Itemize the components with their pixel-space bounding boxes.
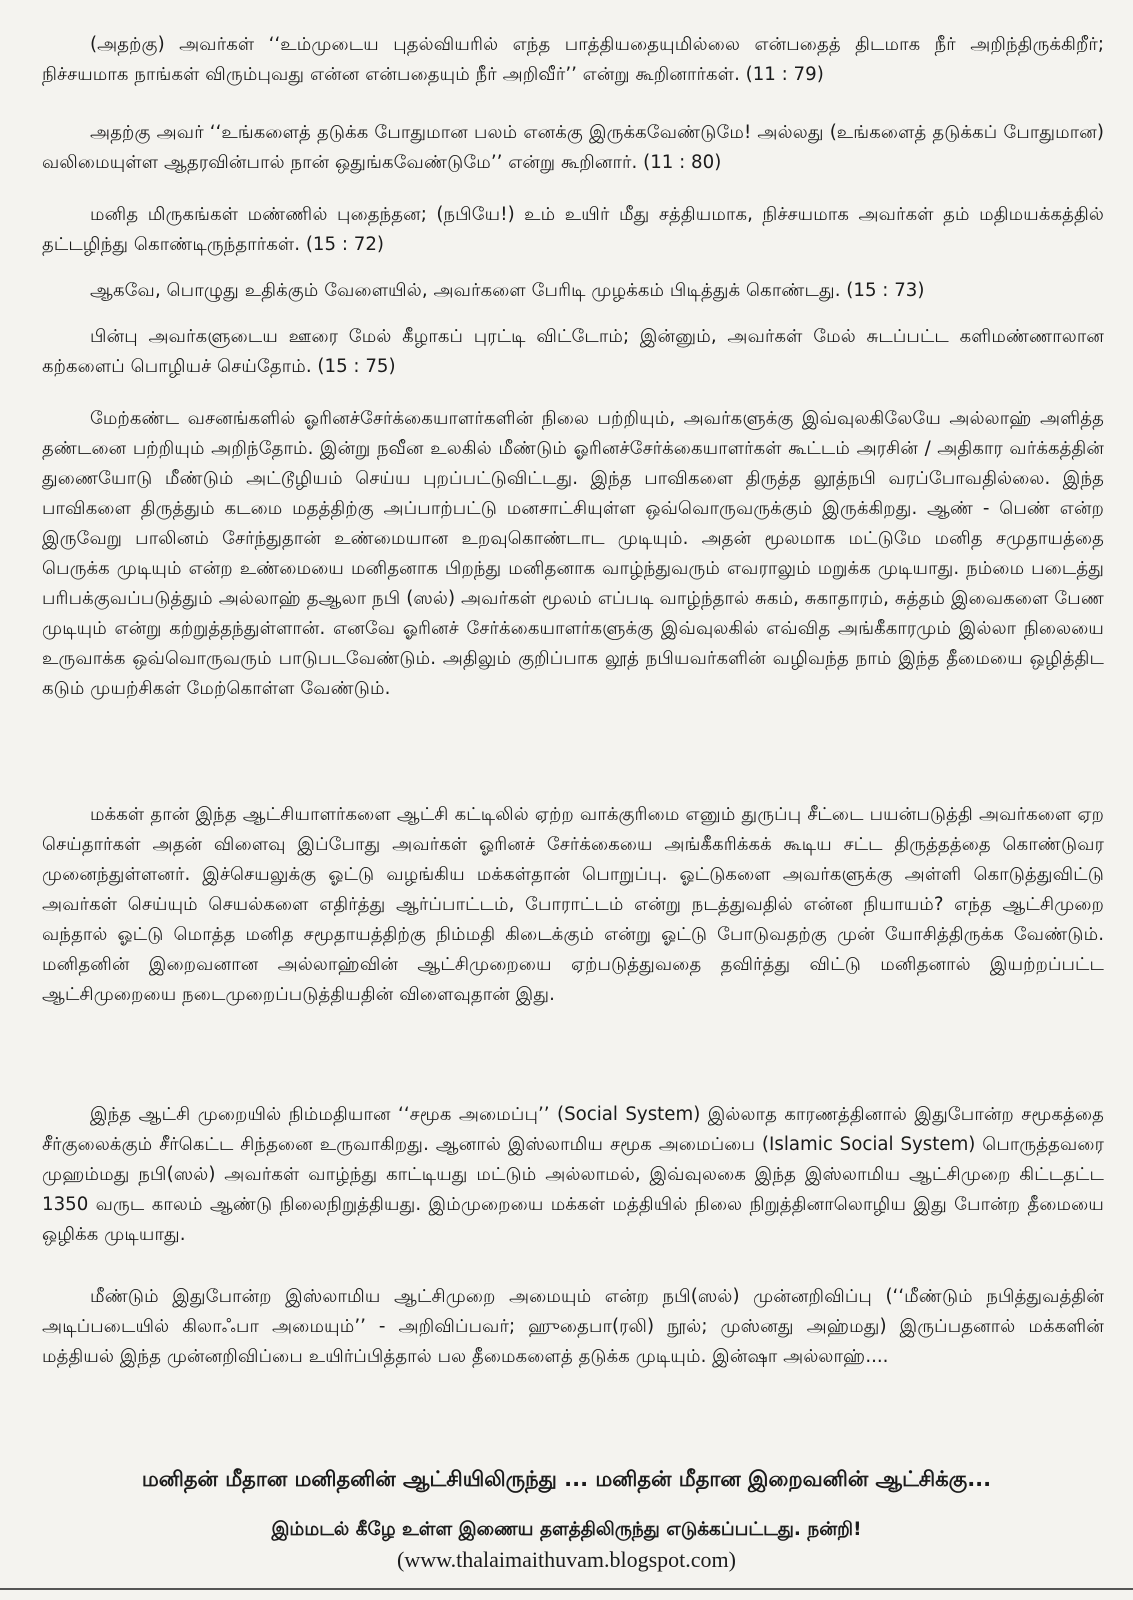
source-credit-line: இம்மடல் கீழே உள்ள இணைய தளத்திலிருந்து எடுக்கப்பட்டது. நன்றி! bbox=[271, 1519, 862, 1540]
quran-quote-15-72: மனித மிருகங்கள் மண்ணில் புதைந்தன; (நபியே!) உம் உயிர் மீது சத்தியமாக, நிச்சயமாக அவர்கள் தம் மதிமயக்கத்தில் தட்டழிந்து கொண்டிருந்தார்கள். (15 : 72) bbox=[42, 204, 1104, 255]
bottom-border-line bbox=[0, 1588, 1133, 1590]
source-url[interactable]: (www.thalaimaithuvam.blogspot.com) bbox=[397, 1547, 736, 1572]
body-paragraph-verses-commentary: மேற்கண்ட வசனங்களில் ஓரினச்சேர்க்கையாளர்களின் நிலை பற்றியும், அவர்களுக்கு இவ்வுலகிலேயே அல்லாஹ் அளித்த தண்டனை பற்றியும் அறிந்தோம். இன்று நவீன உலகில் மீண்டும் ஓரினச்சேர்க்கையாளர்கள் கூட்டம் அரசின் / அதிகார வர்க்கத்தின் துணையோடு மீண்டும் அட்டூழியம் செய்ய புறப்பட்டுவிட்டது. இந்த பாவிகளை திருத்த லூத்நபி வரப்போவதில்லை. இந்த பாவிகளை திருத்தும் கடமை மதத்திற்கு அப்பாற்பட்டு மனசாட்சியுள்ள ஒவ்வொருவருக்கும் இருக்கிறது. ஆண் - பெண் என்ற இருவேறு பாலினம் சேர்ந்துதான் உண்மையான உறவுகொண்டாட முடியும். அதன் மூலமாக மட்டுமே மனித சமுதாயத்தை பெருக்க முடியும் என்ற உண்மையை மனிதனாக பிறந்து மனிதனாக வாழ்ந்துவரும் எவராலும் மறுக்க முடியாது. நம்மை படைத்து பரிபக்குவப்படுத்தும் அல்லாஹ் தஆலா நபி (ஸல்) அவர்கள் மூலம் எப்படி வாழ்ந்தால் சுகம், சுகாதாரம், சுத்தம் இவைகளை பேண முடியும் என்று கற்றுத்தந்துள்ளான். எனவே ஓரினச் சேர்க்கையாளர்களுக்கு இவ்வுலகில் எவ்வித அங்கீகாரமும் இல்லா நிலையை உருவாக்க ஒவ்வொருவரும் பாடுபடவேண்டும். அதிலும் குறிப்பாக லூத் நபியவர்களின் வழிவந்த நாம் இந்த தீமையை ஒழித்திட கடும் முயற்சிகள் மேற்கொள்ள வேண்டும். bbox=[42, 408, 1104, 699]
quran-quote-15-73: ஆகவே, பொழுது உதிக்கும் வேளையில், அவர்களை பேரிடி முழக்கம் பிடித்துக் கொண்டது. (15 : 73) bbox=[90, 280, 925, 301]
body-paragraph-khilafah-prophecy: மீண்டும் இதுபோன்ற இஸ்லாமிய ஆட்சிமுறை அமையும் என்ற நபி(ஸல்) முன்னறிவிப்பு (‘‘மீண்டும் நபித்துவத்தின் அடிப்படையில் கிலாஃபா அமையும்’’ - அறிவிப்பவர்; ஹுதைபா(ரலி) நூல்; முஸ்னது அஹ்மது) இருப்பதனால் மக்களின் மத்தியல் இந்த முன்னறிவிப்பை உயிர்ப்பித்தால் பல தீமைகளைத் தடுக்க முடியும். இன்ஷா அல்லாஹ்.... bbox=[42, 1286, 1104, 1367]
body-paragraph-social-system: இந்த ஆட்சி முறையில் நிம்மதியான ‘‘சமூக அமைப்பு’’ (Social System) இல்லாத காரணத்தினால் இதுபோன்ற சமூகத்தை சீர்குலைக்கும் சீர்கெட்ட சிந்தனை உருவாகிறது. ஆனால் இஸ்லாமிய சமூக அமைப்பை (Islamic Social System) பொருத்தவரை முஹம்மது நபி(ஸல்) அவர்கள் வாழ்ந்து காட்டியது மட்டும் அல்லாமல், இவ்வுலகை இந்த இஸ்லாமிய ஆட்சிமுறை கிட்டதட்ட 1350 வருட காலம் ஆண்டு நிலைநிறுத்தியது. இம்முறையை மக்கள் மத்தியில் நிலை நிறுத்தினாலொழிய இது போன்ற தீமையை ஒழிக்க முடியாது. bbox=[42, 1104, 1104, 1245]
quran-quote-15-75: பின்பு அவர்களுடைய ஊரை மேல் கீழாகப் புரட்டி விட்டோம்; இன்னும், அவர்கள் மேல் சுடப்பட்ட களிமண்ணாலான கற்களைப் பொழியச் செய்தோம். (15 : 75) bbox=[42, 326, 1104, 377]
closing-slogan: மனிதன் மீதான மனிதனின் ஆட்சியிலிருந்து ... மனிதன் மீதான இறைவனின் ஆட்சிக்கு... bbox=[141, 1467, 992, 1491]
quran-quote-11-79: (அதற்கு) அவர்கள் ‘‘உம்முடைய புதல்வியரில் எந்த பாத்தியதையுமில்லை என்பதைத் திடமாக நீர் அறிந்திருக்கிறீர்; நிச்சயமாக நாங்கள் விரும்புவது என்ன என்பதையும் நீர் அறிவீர்’’ என்று கூறினார்கள். (11 : 79) bbox=[42, 34, 1104, 85]
body-paragraph-voters: மக்கள் தான் இந்த ஆட்சியாளர்களை ஆட்சி கட்டிலில் ஏற்ற வாக்குரிமை எனும் துருப்பு சீட்டை பயன்படுத்தி அவர்களை ஏற செய்தார்கள் அதன் விளைவு இப்போது அவர்கள் ஓரினச் சேர்க்கையை அங்கீகரிக்கக் கூடிய சட்ட திருத்தத்தை கொண்டுவர முனைந்துள்ளனர். இச்செயலுக்கு ஓட்டு வழங்கிய மக்கள்தான் பொறுப்பு. ஓட்டுகளை அவர்களுக்கு அள்ளி கொடுத்துவிட்டு அவர்கள் செய்யும் செயல்களை எதிர்த்து ஆர்ப்பாட்டம், போராட்டம் என்று நடத்துவதில் என்ன நியாயம்? எந்த ஆட்சிமுறை வந்தால் ஓட்டு மொத்த மனித சமூதாயத்திற்கு நிம்மதி கிடைக்கும் என்று ஓட்டு போடுவதற்கு முன் யோசித்திருக்க வேண்டும். மனிதனின் இறைவனான அல்லாஹ்வின் ஆட்சிமுறையை ஏற்படுத்துவதை தவிர்த்து விட்டு மனிதனால் இயற்றப்பட்ட ஆட்சிமுறையை நடைமுறைப்படுத்தியதின் விளைவுதான் இது. bbox=[42, 804, 1104, 1005]
quran-quote-11-80: அதற்கு அவர் ‘‘உங்களைத் தடுக்க போதுமான பலம் எனக்கு இருக்கவேண்டுமே! அல்லது (உங்களைத் தடுக்கப் போதுமான) வலிமையுள்ள ஆதரவின்பால் நான் ஒதுங்கவேண்டுமே’’ என்று கூறினார். (11 : 80) bbox=[42, 122, 1104, 173]
